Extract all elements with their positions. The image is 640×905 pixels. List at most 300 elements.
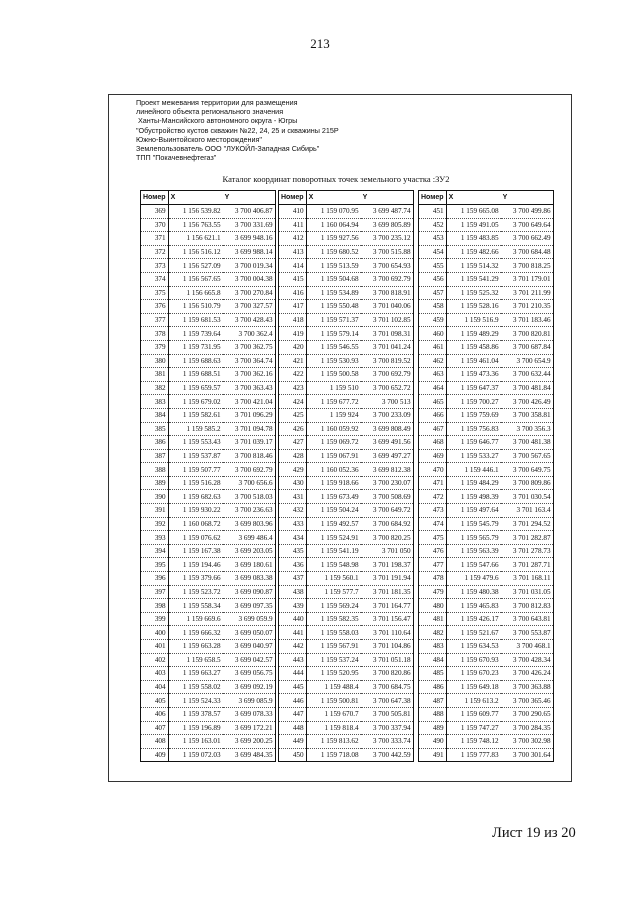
coord-x: 1 159 748.12	[446, 735, 501, 749]
table-row	[419, 558, 554, 572]
coord-y: 3 699 491.56	[361, 436, 414, 450]
point-number: 384	[141, 408, 169, 422]
coord-x: 1 159 480.38	[446, 585, 501, 599]
table-header-row	[141, 191, 276, 205]
point-number: 453	[419, 232, 447, 246]
coord-y: 3 700 656.6	[223, 476, 276, 490]
point-number: 455	[419, 259, 447, 273]
point-number: 387	[141, 449, 169, 463]
table-row	[279, 626, 414, 640]
coord-x: 1 159 777.83	[446, 748, 501, 762]
table-row	[279, 259, 414, 273]
coord-x: 1 159 533.27	[446, 449, 501, 463]
table-row	[141, 735, 276, 749]
point-number: 491	[419, 748, 447, 762]
point-number: 372	[141, 245, 169, 259]
point-number: 486	[419, 680, 447, 694]
table-row	[141, 245, 276, 259]
coord-y: 3 700 233.09	[361, 408, 414, 422]
point-number: 435	[279, 544, 307, 558]
point-number: 451	[419, 205, 447, 219]
coord-x: 1 159 513.59	[306, 259, 361, 273]
coord-y: 3 701 040.06	[361, 300, 414, 314]
table-row	[279, 585, 414, 599]
coord-x: 1 159 818.4	[306, 721, 361, 735]
coord-y: 3 700 567.65	[501, 449, 554, 463]
coord-y: 3 700 426.49	[501, 395, 554, 409]
table-row	[419, 368, 554, 382]
point-number: 377	[141, 313, 169, 327]
coord-x: 1 159 167.38	[168, 544, 223, 558]
coord-y: 3 700 649.72	[361, 504, 414, 518]
point-number: 411	[279, 218, 307, 232]
coord-y: 3 701 168.11	[501, 572, 554, 586]
coord-x: 1 159 516.28	[168, 476, 223, 490]
coord-x: 1 159 196.89	[168, 721, 223, 735]
point-number: 371	[141, 232, 169, 246]
coord-y: 3 701 163.4	[501, 504, 554, 518]
point-number: 440	[279, 612, 307, 626]
point-number: 416	[279, 286, 307, 300]
coord-x: 1 160 059.92	[306, 422, 361, 436]
coord-y: 3 701 110.64	[361, 626, 414, 640]
coord-y: 3 700 356.3	[501, 422, 554, 436]
coord-x: 1 159 545.79	[446, 517, 501, 531]
table-row	[279, 599, 414, 613]
coord-x: 1 159 582.35	[306, 612, 361, 626]
table-row	[141, 517, 276, 531]
coord-y: 3 699 812.38	[361, 463, 414, 477]
table-row	[419, 721, 554, 735]
coord-y: 3 701 183.46	[501, 313, 554, 327]
table-row	[419, 476, 554, 490]
table-row	[279, 490, 414, 504]
table-row	[141, 368, 276, 382]
point-number: 449	[279, 735, 307, 749]
coord-x: 1 159 688.51	[168, 368, 223, 382]
coord-x: 1 159 577.7	[306, 585, 361, 599]
coord-y: 3 700 327.57	[223, 300, 276, 314]
coord-x: 1 159 547.66	[446, 558, 501, 572]
point-number: 452	[419, 218, 447, 232]
point-number: 426	[279, 422, 307, 436]
coord-x: 1 159 659.57	[168, 381, 223, 395]
coord-y: 3 700 647.38	[361, 694, 414, 708]
point-number: 442	[279, 640, 307, 654]
table-row	[419, 245, 554, 259]
coord-y: 3 699 097.35	[223, 599, 276, 613]
table-header-row	[279, 191, 414, 205]
point-number: 445	[279, 680, 307, 694]
coord-y: 3 700 684.48	[501, 245, 554, 259]
table-row	[141, 408, 276, 422]
coord-y: 3 700 684.92	[361, 517, 414, 531]
point-number: 480	[419, 599, 447, 613]
coord-x: 1 159 571.37	[306, 313, 361, 327]
table-row	[419, 517, 554, 531]
table-row	[279, 504, 414, 518]
coordinates-table-1	[140, 190, 276, 762]
coord-y: 3 700 662.49	[501, 232, 554, 246]
table-row	[279, 286, 414, 300]
coord-x: 1 159 558.03	[306, 626, 361, 640]
coord-x: 1 159 688.63	[168, 354, 223, 368]
coord-y: 3 700 004.38	[223, 272, 276, 286]
coord-y: 3 699 172.21	[223, 721, 276, 735]
coord-y: 3 699 078.33	[223, 707, 276, 721]
point-number: 450	[279, 748, 307, 762]
coord-x: 1 159 473.36	[446, 368, 501, 382]
table-row	[419, 599, 554, 613]
table-row	[141, 218, 276, 232]
coord-x: 1 159 669.6	[168, 612, 223, 626]
table-row	[419, 408, 554, 422]
coord-y: 3 700 290.65	[501, 707, 554, 721]
coord-y: 3 700 337.94	[361, 721, 414, 735]
coord-x: 1 159 813.62	[306, 735, 361, 749]
table-row	[141, 205, 276, 219]
point-number: 458	[419, 300, 447, 314]
point-number: 481	[419, 612, 447, 626]
coord-y: 3 699 803.96	[223, 517, 276, 531]
header-line: ТПП "Покачевнефтегаз"	[136, 153, 217, 163]
coord-y: 3 699 180.61	[223, 558, 276, 572]
table-row	[279, 313, 414, 327]
point-number: 475	[419, 531, 447, 545]
coord-y: 3 700 692.79	[223, 463, 276, 477]
table-row	[279, 327, 414, 341]
coord-x: 1 159 525.32	[446, 286, 501, 300]
point-number: 375	[141, 286, 169, 300]
coord-x: 1 159 500.58	[306, 368, 361, 382]
table-row	[279, 694, 414, 708]
table-row	[141, 449, 276, 463]
coord-x: 1 159 491.05	[446, 218, 501, 232]
coord-y: 3 700 818.91	[361, 286, 414, 300]
point-number: 488	[419, 707, 447, 721]
coord-x: 1 159 613.2	[446, 694, 501, 708]
table-row	[279, 721, 414, 735]
table-row	[141, 490, 276, 504]
coord-x: 1 159 718.08	[306, 748, 361, 762]
coord-y: 3 700 236.63	[223, 504, 276, 518]
coord-y: 3 700 270.84	[223, 286, 276, 300]
point-number: 397	[141, 585, 169, 599]
table-row	[279, 476, 414, 490]
table-row	[141, 640, 276, 654]
coord-x: 1 159 530.93	[306, 354, 361, 368]
table-row	[279, 517, 414, 531]
coord-x: 1 159 548.98	[306, 558, 361, 572]
coord-y: 3 700 649.64	[501, 218, 554, 232]
point-number: 459	[419, 313, 447, 327]
table-row	[419, 463, 554, 477]
point-number: 382	[141, 381, 169, 395]
coord-y: 3 700 654.9	[501, 354, 554, 368]
coord-y: 3 700 302.98	[501, 735, 554, 749]
header-line: линейного объекта регионального значения	[136, 107, 284, 117]
coord-y: 3 700 301.64	[501, 748, 554, 762]
coord-y: 3 700 331.69	[223, 218, 276, 232]
point-number: 410	[279, 205, 307, 219]
table-row	[419, 422, 554, 436]
coord-y: 3 699 085.9	[223, 694, 276, 708]
coord-x: 1 159 558.34	[168, 599, 223, 613]
coord-x: 1 159 679.02	[168, 395, 223, 409]
coord-x: 1 159 634.53	[446, 640, 501, 654]
table-row	[279, 612, 414, 626]
coord-x: 1 159 483.85	[446, 232, 501, 246]
header-line: Ханты-Мансийского автономного округа - Югры	[136, 116, 298, 126]
table-row	[141, 721, 276, 735]
point-number: 428	[279, 449, 307, 463]
table-row	[141, 354, 276, 368]
point-number: 370	[141, 218, 169, 232]
coord-y: 3 700 518.03	[223, 490, 276, 504]
coord-x: 1 159 670.23	[446, 667, 501, 681]
point-number: 461	[419, 340, 447, 354]
coord-y: 3 701 191.94	[361, 572, 414, 586]
coord-x: 1 159 739.64	[168, 327, 223, 341]
coord-x: 1 159 492.57	[306, 517, 361, 531]
table-row	[279, 640, 414, 654]
coord-x: 1 159 067.91	[306, 449, 361, 463]
point-number: 423	[279, 381, 307, 395]
catalog-title: Каталог координат поворотных точек земельного участка :ЗУ2	[222, 174, 450, 184]
point-number: 464	[419, 381, 447, 395]
coord-y: 3 701 198.37	[361, 558, 414, 572]
coord-y: 3 701 031.05	[501, 585, 554, 599]
project-header	[136, 98, 339, 162]
coord-x: 1 156 567.65	[168, 272, 223, 286]
point-number: 422	[279, 368, 307, 382]
point-number: 406	[141, 707, 169, 721]
coord-x: 1 159 609.77	[446, 707, 501, 721]
coord-y: 3 700 333.74	[361, 735, 414, 749]
coord-y: 3 700 652.72	[361, 381, 414, 395]
table-row	[419, 694, 554, 708]
coord-y: 3 700 428.43	[223, 313, 276, 327]
table-row	[419, 680, 554, 694]
column-header-y: Y	[501, 191, 554, 205]
coord-x: 1 159 504.68	[306, 272, 361, 286]
coord-x: 1 159 488.4	[306, 680, 361, 694]
coord-y: 3 700 513	[361, 395, 414, 409]
table-row	[141, 680, 276, 694]
coord-x: 1 159 759.69	[446, 408, 501, 422]
coord-x: 1 159 560.1	[306, 572, 361, 586]
table-row	[419, 735, 554, 749]
point-number: 417	[279, 300, 307, 314]
point-number: 380	[141, 354, 169, 368]
coord-y: 3 701 098.31	[361, 327, 414, 341]
coord-x: 1 159 663.28	[168, 640, 223, 654]
coord-x: 1 159 446.1	[446, 463, 501, 477]
point-number: 376	[141, 300, 169, 314]
point-number: 444	[279, 667, 307, 681]
coord-x: 1 159 553.43	[168, 436, 223, 450]
point-number: 438	[279, 585, 307, 599]
coord-y: 3 700 820.81	[501, 327, 554, 341]
coord-x: 1 159 731.95	[168, 340, 223, 354]
point-number: 421	[279, 354, 307, 368]
point-number: 401	[141, 640, 169, 654]
coord-y: 3 701 211.99	[501, 286, 554, 300]
table-row	[279, 232, 414, 246]
point-number: 393	[141, 531, 169, 545]
point-number: 432	[279, 504, 307, 518]
table-row	[279, 381, 414, 395]
coord-y: 3 701 041.24	[361, 340, 414, 354]
point-number: 471	[419, 476, 447, 490]
coord-x: 1 159 673.49	[306, 490, 361, 504]
table-row	[141, 558, 276, 572]
table-row	[141, 300, 276, 314]
table-row	[419, 667, 554, 681]
coord-y: 3 699 808.49	[361, 422, 414, 436]
point-number: 403	[141, 667, 169, 681]
table-row	[279, 422, 414, 436]
table-row	[279, 544, 414, 558]
coord-x: 1 159 677.72	[306, 395, 361, 409]
point-number: 468	[419, 436, 447, 450]
coord-x: 1 159 504.24	[306, 504, 361, 518]
point-number: 460	[419, 327, 447, 341]
coord-y: 3 700 230.07	[361, 476, 414, 490]
point-number: 467	[419, 422, 447, 436]
point-number: 394	[141, 544, 169, 558]
point-number: 483	[419, 640, 447, 654]
coord-y: 3 700 687.84	[501, 340, 554, 354]
coord-x: 1 159 649.18	[446, 680, 501, 694]
point-number: 447	[279, 707, 307, 721]
table-row	[419, 436, 554, 450]
coord-y: 3 700 481.38	[501, 436, 554, 450]
point-number: 381	[141, 368, 169, 382]
coord-x: 1 159 680.52	[306, 245, 361, 259]
coord-y: 3 701 030.54	[501, 490, 554, 504]
table-row	[141, 653, 276, 667]
table-row	[279, 463, 414, 477]
coord-y: 3 700 428.34	[501, 653, 554, 667]
column-header-x: X	[446, 191, 501, 205]
coord-x: 1 159 514.32	[446, 259, 501, 273]
table-row	[419, 232, 554, 246]
coord-y: 3 699 988.14	[223, 245, 276, 259]
coord-y: 3 700 468.1	[501, 640, 554, 654]
point-number: 446	[279, 694, 307, 708]
point-number: 400	[141, 626, 169, 640]
point-number: 405	[141, 694, 169, 708]
point-number: 469	[419, 449, 447, 463]
sheet-footer: Лист 19 из 20	[492, 825, 576, 841]
coord-x: 1 159 520.95	[306, 667, 361, 681]
coord-y: 3 700 692.79	[361, 272, 414, 286]
column-header-y: Y	[223, 191, 276, 205]
coord-y: 3 699 497.27	[361, 449, 414, 463]
table-row	[141, 259, 276, 273]
point-number: 383	[141, 395, 169, 409]
coord-y: 3 700 818.46	[223, 449, 276, 463]
table-row	[279, 436, 414, 450]
coord-x: 1 159 682.63	[168, 490, 223, 504]
coord-y: 3 700 692.79	[361, 368, 414, 382]
coord-x: 1 160 052.36	[306, 463, 361, 477]
coord-x: 1 156 510.79	[168, 300, 223, 314]
table-row	[279, 653, 414, 667]
coord-x: 1 159 070.95	[306, 205, 361, 219]
coord-y: 3 699 056.75	[223, 667, 276, 681]
point-number: 402	[141, 653, 169, 667]
point-number: 470	[419, 463, 447, 477]
table-row	[279, 735, 414, 749]
coord-y: 3 700 235.12	[361, 232, 414, 246]
point-number: 407	[141, 721, 169, 735]
point-number: 374	[141, 272, 169, 286]
table-row	[279, 245, 414, 259]
table-row	[279, 531, 414, 545]
point-number: 478	[419, 572, 447, 586]
table-row	[419, 653, 554, 667]
table-row	[419, 205, 554, 219]
point-number: 437	[279, 572, 307, 586]
point-number: 414	[279, 259, 307, 273]
point-number: 378	[141, 327, 169, 341]
coord-x: 1 156 665.8	[168, 286, 223, 300]
table-row	[141, 463, 276, 477]
coord-x: 1 159 658.5	[168, 653, 223, 667]
point-number: 392	[141, 517, 169, 531]
coord-y: 3 701 096.29	[223, 408, 276, 422]
point-number: 389	[141, 476, 169, 490]
coord-y: 3 700 643.81	[501, 612, 554, 626]
coord-y: 3 700 362.75	[223, 340, 276, 354]
coord-y: 3 700 365.46	[501, 694, 554, 708]
coord-x: 1 159 681.53	[168, 313, 223, 327]
coord-y: 3 700 819.52	[361, 354, 414, 368]
table-row	[279, 368, 414, 382]
point-number: 419	[279, 327, 307, 341]
coord-x: 1 159 379.66	[168, 572, 223, 586]
point-number: 448	[279, 721, 307, 735]
point-number: 385	[141, 422, 169, 436]
coord-x: 1 159 528.16	[446, 300, 501, 314]
table-row	[419, 748, 554, 762]
point-number: 427	[279, 436, 307, 450]
coord-x: 1 159 378.57	[168, 707, 223, 721]
coord-x: 1 159 565.79	[446, 531, 501, 545]
coord-y: 3 699 805.89	[361, 218, 414, 232]
point-number: 465	[419, 395, 447, 409]
table-row	[141, 707, 276, 721]
table-row	[141, 272, 276, 286]
point-number: 425	[279, 408, 307, 422]
coord-x: 1 159 670.93	[446, 653, 501, 667]
coord-y: 3 699 486.4	[223, 531, 276, 545]
coord-x: 1 159 579.14	[306, 327, 361, 341]
table-row	[141, 232, 276, 246]
point-number: 441	[279, 626, 307, 640]
coord-x: 1 159 665.08	[446, 205, 501, 219]
header-line: "Обустройство кустов скважин №22, 24, 25 и скважины 215Р	[136, 125, 339, 135]
coord-y: 3 701 102.85	[361, 313, 414, 327]
coord-y: 3 701 278.73	[501, 544, 554, 558]
point-number: 487	[419, 694, 447, 708]
coord-x: 1 159 537.24	[306, 653, 361, 667]
coord-y: 3 701 294.52	[501, 517, 554, 531]
point-number: 412	[279, 232, 307, 246]
point-number: 456	[419, 272, 447, 286]
